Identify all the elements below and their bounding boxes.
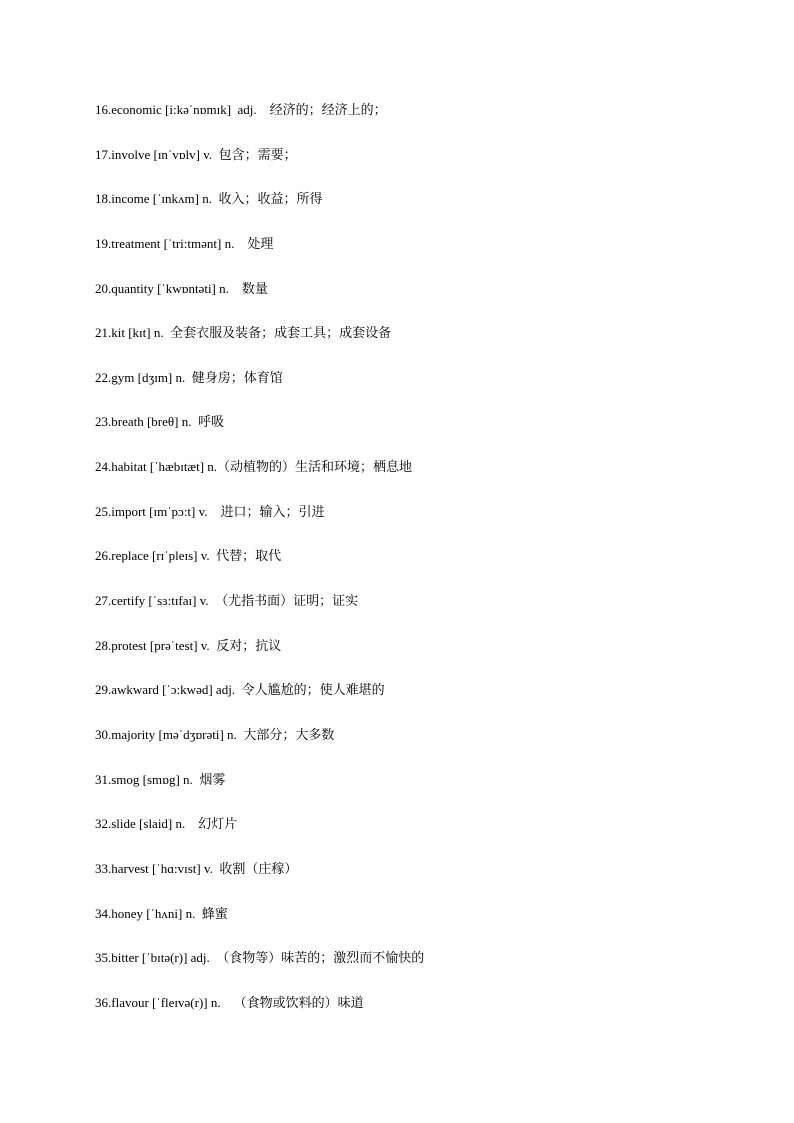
vocabulary-entry: [95, 502, 755, 547]
entry-definition: 呼吸: [197, 415, 224, 431]
entry-definition: （尤指书面）证明；证实: [215, 594, 359, 610]
entry-definition: 大部分；大多数: [243, 727, 335, 743]
entry-headword: 31.smog [smɒg] n.: [95, 771, 200, 787]
entry-definition: 收入；收益；所得: [218, 192, 323, 208]
entry-definition: 烟雾: [199, 772, 226, 788]
entry-definition: 幻灯片: [198, 817, 238, 833]
vocabulary-entry: [95, 412, 755, 457]
vocabulary-entry: [95, 457, 755, 502]
entry-headword: 30.majority [məˈdʒɒrəti] n.: [95, 726, 244, 742]
entry-definition: 全套衣服及装备；成套工具；成套设备: [170, 326, 392, 342]
vocabulary-entry: [95, 591, 755, 636]
entry-headword: 18.income [ˈɪnkʌm] n.: [95, 191, 219, 207]
entry-headword: 27.certify [ˈsɜ:tɪfaɪ] v.: [95, 593, 216, 609]
entry-headword: 33.harvest [ˈhɑ:vɪst] v.: [95, 860, 220, 876]
entry-headword: 22.gym [dʒɪm] n.: [95, 369, 192, 385]
entry-definition: 包含；需要；: [218, 147, 297, 163]
vocabulary-entry: [95, 680, 755, 725]
entry-headword: 21.kit [kɪt] n.: [95, 325, 171, 341]
entry-headword: 25.import [ɪmˈpɔ:t] v.: [95, 503, 221, 519]
vocabulary-entry: [95, 725, 755, 770]
entry-headword: 34.honey [ˈhʌni] n.: [95, 905, 202, 921]
entry-headword: 32.slide [slaid] n.: [95, 816, 199, 832]
entry-definition: 收割（庄稼）: [219, 861, 298, 877]
entry-definition: （食物或饮料的）味道: [233, 995, 364, 1011]
entry-definition: 进口；输入；引进: [220, 504, 325, 520]
vocabulary-entry: [95, 100, 755, 145]
vocabulary-entry: [95, 145, 755, 190]
vocabulary-entry: [95, 814, 755, 859]
entry-definition: 经济的；经济上的；: [269, 103, 387, 118]
entry-headword: 20.quantity [ˈkwɒntəti] n.: [95, 280, 242, 296]
entry-definition: 反对；抗议: [216, 638, 282, 654]
vocabulary-list: [95, 100, 755, 1037]
entry-headword: 19.treatment [ˈtri:tmənt] n.: [95, 235, 248, 251]
entry-definition: 健身房；体育馆: [191, 370, 283, 386]
entry-headword: 36.flavour [ˈfleɪvə(r)] n.: [95, 994, 234, 1010]
vocabulary-entry: [95, 279, 755, 324]
entry-definition: 处理: [247, 236, 274, 252]
entry-definition: （动植物的）生活和环境；栖息地: [217, 460, 413, 476]
vocabulary-entry: [95, 189, 755, 234]
vocabulary-entry: [95, 770, 755, 815]
entry-definition: （食物等）味苦的；激烈而不愉快的: [216, 951, 425, 967]
entry-definition: 蜂蜜: [201, 906, 228, 922]
entry-definition: 代替；取代: [216, 549, 282, 565]
vocabulary-entry: [95, 859, 755, 904]
vocabulary-entry: [95, 368, 755, 413]
entry-headword: 29.awkward [ˈɔ:kwəd] adj.: [95, 682, 242, 698]
entry-headword: 16.economic [i:kəˈnɒmɪk] adj.: [95, 102, 270, 117]
entry-headword: 28.protest [prəˈtest] v.: [95, 637, 217, 653]
vocabulary-entry: [95, 904, 755, 949]
vocabulary-entry: [95, 948, 755, 993]
entry-definition: 令人尴尬的；使人难堪的: [241, 683, 385, 699]
vocabulary-entry: [95, 636, 755, 681]
vocabulary-entry: [95, 234, 755, 279]
entry-headword: 24.habitat [ˈhæbɪtæt] n.: [95, 459, 218, 475]
entry-definition: 数量: [241, 281, 268, 297]
entry-headword: 23.breath [breθ] n.: [95, 414, 198, 430]
entry-headword: 26.replace [rɪˈpleɪs] v.: [95, 548, 217, 564]
entry-headword: 35.bitter [ˈbɪtə(r)] adj.: [95, 950, 217, 966]
vocabulary-entry: [95, 993, 755, 1038]
vocabulary-entry: [95, 323, 755, 368]
vocabulary-entry: [95, 546, 755, 591]
entry-headword: 17.involve [ɪnˈvɒlv] v.: [95, 146, 219, 162]
